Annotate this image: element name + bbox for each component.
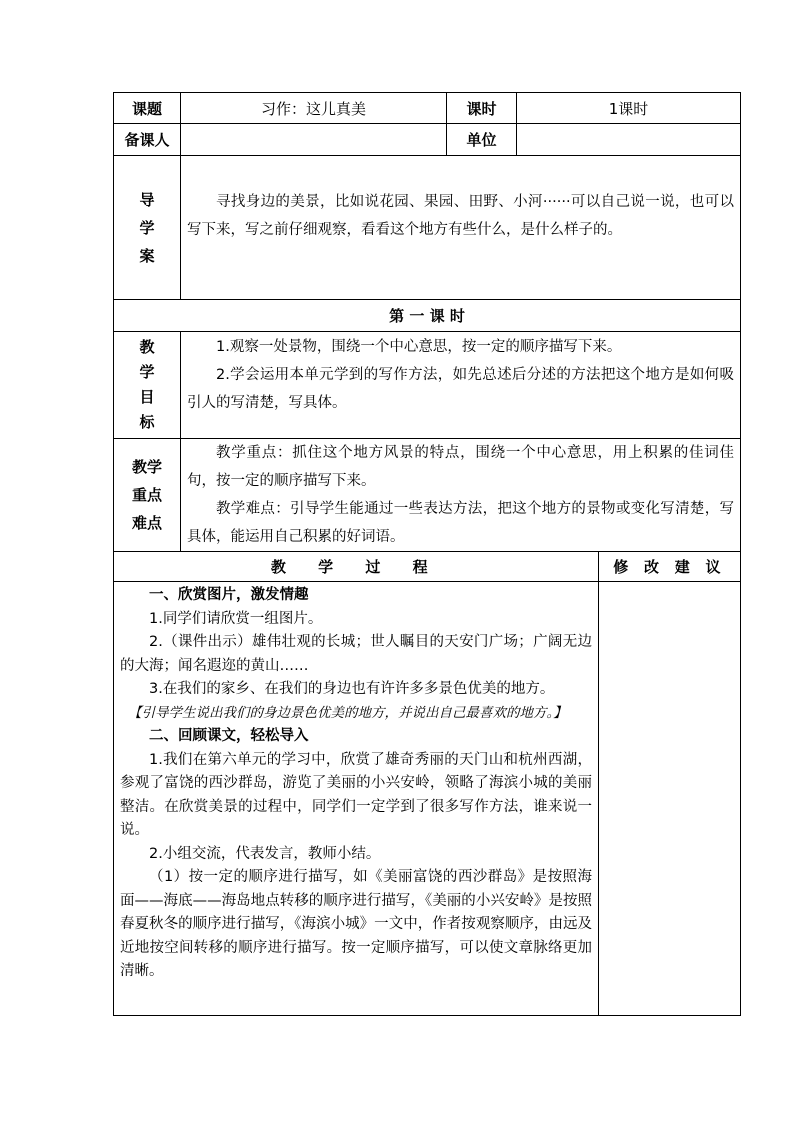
process-header: 教 学 过 程 xyxy=(114,552,599,582)
section-1-step-1: 1.同学们请欣赏一组图片。 xyxy=(149,610,323,627)
guide-label xyxy=(114,156,181,300)
guide-text: 寻找身边的美景，比如说花园、果园、田野、小河······可以自己说一说，也可以写下来，写之前仔细观察，看看这个地方有些什么，是什么样子的。 xyxy=(187,194,735,238)
goals-label-char: 教 xyxy=(139,338,155,356)
keypoints-content xyxy=(181,439,741,552)
section-1-step-2: 2.（课件出示）雄伟壮观的长城；世人瞩目的天安门广场；广阔无边的大海；闻名遐迩的黄山…… xyxy=(120,634,592,674)
process-header-row xyxy=(114,552,741,582)
section-2-title: 二、回顾课文，轻松导入 xyxy=(149,728,309,744)
topic-label: 课题 xyxy=(114,93,181,124)
preparer-value xyxy=(181,124,447,156)
preparer-label: 备课人 xyxy=(114,124,181,156)
topic-value: 习作：这儿真美 xyxy=(181,93,447,124)
keypoints-label-line: 教学 xyxy=(131,458,162,476)
guide-label-char: 案 xyxy=(139,246,155,265)
section-2-step-3: （1）按一定的顺序进行描写，如《美丽富饶的西沙群岛》是按照海面——海底——海岛地点转移的顺序进行描写，《美丽的小兴安岭》是按照春夏秋冬的顺序进行描写，《海滨小城》一文中，作者按观察顺序，由远及近地按空间转移的顺序进行描写。按一定顺序描写，可以使文章脉络更加清晰。 xyxy=(120,869,592,979)
keypoints-label-line: 重点 xyxy=(131,486,162,504)
goals-label-char: 标 xyxy=(139,413,155,431)
keypoints-label xyxy=(114,439,181,552)
goals-label-char: 目 xyxy=(139,388,155,406)
keypoints-label-line: 难点 xyxy=(131,514,162,532)
keypoints-row xyxy=(114,439,741,552)
goals-content xyxy=(181,332,741,439)
section-2-step-1: 1.我们在第六单元的学习中，欣赏了雄奇秀丽的天门山和杭州西湖，参观了富饶的西沙群岛，游览了美丽的小兴安岭，领略了海滨小城的美丽整洁。在欣赏美景的过程中，同学们一定学到了很多写作方法，谁来说一说。 xyxy=(120,751,592,838)
process-row xyxy=(114,582,741,1016)
guide-label-char: 导 xyxy=(139,190,155,209)
section-2-step-2: 2.小组交流，代表发言，教师小结。 xyxy=(149,845,381,862)
suggestion-header: 修 改 建 议 xyxy=(599,552,741,582)
preparer-row xyxy=(114,124,741,156)
suggestion-content xyxy=(599,582,741,1016)
period-value: 1课时 xyxy=(517,93,741,124)
goals-row xyxy=(114,332,741,439)
unit-value xyxy=(517,124,741,156)
unit-label: 单位 xyxy=(447,124,517,156)
lesson-plan-table xyxy=(113,92,741,1016)
topic-row xyxy=(114,93,741,124)
session-row xyxy=(114,300,741,332)
section-1-step-3: 3.在我们的家乡、在我们的身边也有许许多多景色优美的地方。 xyxy=(149,681,555,697)
period-label: 课时 xyxy=(447,93,517,124)
goals-label-char: 学 xyxy=(139,363,155,381)
teaching-focus: 教学重点：抓住这个地方风景的特点，围绕一个中心意思，用上积累的佳词佳句，按一定的顺序描写下来。 xyxy=(187,445,735,489)
section-1-title: 一、欣赏图片，激发情趣 xyxy=(149,587,309,603)
goals-label xyxy=(114,332,181,439)
lesson-plan-page xyxy=(113,92,740,1016)
section-1-note: 【引导学生说出我们的身边景色优美的地方，并说出自己最喜欢的地方。】 xyxy=(128,704,567,721)
process-content xyxy=(114,582,599,1016)
goal-item: 2.学会运用本单元学到的写作方法，如先总述后分述的方法把这个地方是如何吸引人的写清楚，写具体。 xyxy=(187,367,735,411)
guide-content xyxy=(181,156,741,300)
guide-row xyxy=(114,156,741,300)
goal-item: 1.观察一处景物，围绕一个中心意思，按一定的顺序描写下来。 xyxy=(216,339,622,355)
guide-label-char: 学 xyxy=(139,218,155,237)
session-title: 第 一 课 时 xyxy=(114,300,741,332)
teaching-difficulty: 教学难点：引导学生能通过一些表达方法，把这个地方的景物或变化写清楚，写具体，能运用自己积累的好词语。 xyxy=(187,501,735,545)
